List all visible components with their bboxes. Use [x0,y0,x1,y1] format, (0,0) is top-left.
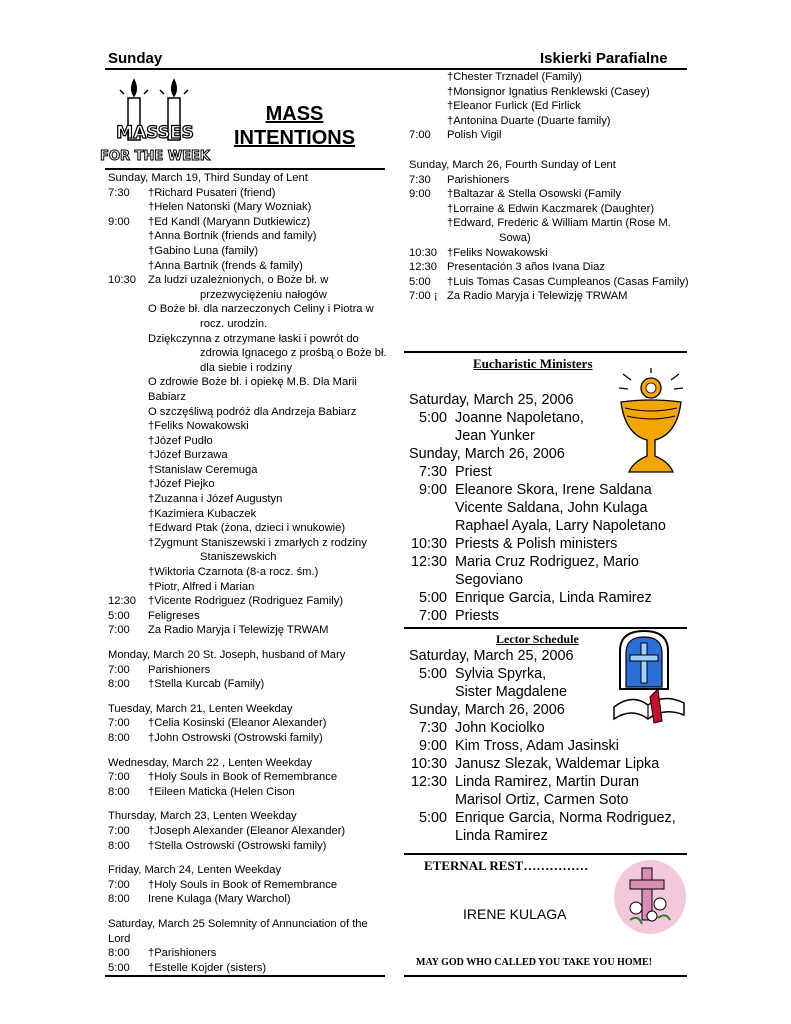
schedule-names: Vicente Saldana, John Kulaga [455,500,648,516]
mass-intention: Sowa) [499,231,531,244]
schedule-row [409,535,689,553]
schedule-date-heading: Saturday, March 25, 2006 [409,648,574,664]
mass-row [108,770,393,785]
schedule-date-heading: Sunday, March 26, 2006 [409,702,565,718]
mass-time [108,492,148,507]
schedule-names: Enrique Garcia, Norma Rodriguez, [455,810,676,826]
mass-time: 7:00 [108,663,130,676]
mass-row [409,173,689,188]
mass-row [108,731,393,746]
schedule-row [409,683,689,701]
mass-intention: Dziękczynna z otrzymane łaski i powrót do [148,332,359,345]
mass-time [108,302,148,317]
header-left: Sunday [108,50,163,67]
mass-intention: †Edward, Frederic & William Martin (Rose M. [447,217,671,230]
mass-intention: †Piotr, Alfred i Marian [148,580,255,593]
mass-row [409,99,689,114]
mass-time: 8:00 [108,947,130,960]
schedule-row [409,463,689,481]
mass-row [108,405,393,420]
schedule-names: Linda Ramirez [455,828,548,844]
schedule-row [409,409,689,427]
mass-intention: †Feliks Nowakowski [447,246,548,259]
mass-row [108,463,393,478]
mass-time: 8:00 [108,839,130,852]
schedule-time: 5:00 [418,810,447,826]
mass-title-line1: MASS [265,103,324,125]
schedule-row [409,481,689,499]
schedule-time [409,791,455,809]
mass-row [108,594,393,609]
mass-row [108,375,393,404]
eternal-name: IRENE KULAGA [463,906,567,922]
mass-intention: †Edward Ptak (żona, dzieci i wnukowie) [148,522,346,535]
mass-intention: †Wiktoria Czarnota (8-a rocz. śm.) [148,566,319,579]
mass-intention: †Chester Trznadel (Family) [447,71,582,83]
mass-intention: Za Radio Maryja i Telewizję TRWAM [148,624,329,637]
mass-intention: †Kazimiera Kubaczek [148,507,257,520]
eucharistic-title: Eucharistic Ministers [473,356,593,371]
mass-time [108,536,148,551]
mass-time [108,244,148,259]
mass-intention: †Zygmunt Staniszewski i zmarłych z rodziny [148,536,367,549]
mass-time: 9:00 [409,188,431,201]
mass-row [108,839,393,854]
right-sunday-list [409,158,689,304]
mass-intention: †Luis Tomas Casas Cumpleanos (Casas Family) [447,275,689,288]
schedule-row [409,809,689,827]
mass-time [409,231,447,246]
mass-intention: †Józef Piejko [148,478,215,491]
schedule-row [409,427,689,445]
schedule-time: 10:30 [410,536,447,552]
mass-intention: †John Ostrowski (Ostrowski family) [148,731,323,744]
day-heading: Thursday, March 23, Lenten Weekday [108,810,297,823]
mass-time [108,580,148,595]
mass-time: 7:30 [409,173,431,186]
left-bottom-rule [105,975,385,977]
mass-row [409,260,689,275]
mass-time: 7:00 [108,824,130,837]
mass-intention: przezwyciężeniu nałogów [200,288,327,301]
mass-title-line2: INTENTIONS [233,127,356,149]
mass-time [409,202,447,217]
schedule-row [409,665,689,683]
schedule-names: Linda Ramirez, Martin Duran [455,774,639,790]
schedule-row [409,517,689,535]
mass-intention: zdrowia Ignacego z prośbą o Boże bł. [200,347,387,360]
schedule-time [409,827,455,845]
eternal-title: ETERNAL REST…………… [424,858,589,873]
eternal-closing: MAY GOD WHO CALLED YOU TAKE YOU HOME! [416,957,653,968]
mass-row [108,492,393,507]
mass-row [108,536,393,551]
mass-time [108,317,148,332]
mass-intention: Za Radio Maryja i Telewizję TRWAM [447,290,628,303]
candles-icon [100,76,210,168]
mass-time: 9:00 [108,215,130,228]
schedule-row [409,589,689,607]
mass-time: 8:00 [108,893,130,906]
schedule-time: 5:00 [418,666,447,682]
schedule-names: Kim Tross, Adam Jasinski [455,738,619,754]
schedule-time [409,427,455,445]
mass-time: 7:00 [108,771,130,784]
schedule-time: 5:00 [418,590,447,606]
mass-intention: †Baltazar & Stella Osowski (Family [447,188,622,201]
schedule-time: 7:00 [418,608,447,624]
mass-row [108,229,393,244]
left-mass-list [108,171,393,975]
mass-intention: †Holy Souls in Book of Remembrance [148,878,338,891]
mass-row [108,609,393,624]
mass-row [108,302,393,317]
mass-row [409,114,689,129]
mass-intention: Parishioners [148,663,211,676]
mass-time [108,463,148,478]
schedule-row [409,755,689,773]
schedule-names: Raphael Ayala, Larry Napoletano [455,518,666,534]
day-heading: Sunday, March 19, Third Sunday of Lent [108,172,308,184]
mass-time [409,85,447,100]
mass-time: 8:00 [108,785,130,798]
mass-intention: O Boże bł. dla narzeczonych Celiny i Piotra w [148,303,374,316]
mass-row [108,565,393,580]
mass-row [108,477,393,492]
schedule-names: Jean Yunker [455,428,535,444]
schedule-time: 9:00 [418,738,447,754]
mass-row [108,824,393,839]
schedule-names: Priests [455,608,499,624]
mass-time [108,259,148,274]
mass-row [108,434,393,449]
mass-time: 10:30 [409,246,437,259]
mass-row [409,202,689,217]
mass-time [108,361,148,376]
right-mass-list [409,70,689,143]
mass-intention: Parishioners [447,173,510,186]
mass-row [108,317,393,332]
mass-row [108,288,393,303]
schedule-time: 10:30 [410,756,447,772]
mass-row [409,246,689,261]
mass-row [409,128,689,143]
mass-row [409,289,689,304]
schedule-names: Joanne Napoletano, [455,410,584,426]
schedule-names: Sister Magdalene [455,684,567,700]
mass-row [108,419,393,434]
mass-intention: †Anna Bartnik (frends & family) [148,259,303,272]
mass-intention: †Helen Natonski (Mary Wozniak) [148,201,312,214]
day-heading: Saturday, March 25 Solemnity of Annunciation of the Lord [108,917,368,945]
mass-row [108,663,393,678]
mass-intention: Za ludzi uzależnionych, o Boże bł. w [148,274,329,287]
mass-intention: †Holy Souls in Book of Remembrance [148,771,338,784]
mass-row [108,346,393,361]
mass-row [108,550,393,565]
mass-time: 8:00 [108,731,130,744]
lector-schedule [409,647,689,845]
mass-intention: †Joseph Alexander (Eleanor Alexander) [148,824,346,837]
mass-row [108,244,393,259]
mass-time [108,507,148,522]
schedule-time [409,499,455,517]
mass-intention: dla siebie i rodziny [200,361,293,374]
mass-row [108,677,393,692]
mass-row [108,785,393,800]
right-bottom-rule [404,975,687,977]
day-heading: Monday, March 20 St. Joseph, husband of Mary [108,649,346,661]
mass-time: 12:30 [409,261,437,274]
mass-row [108,361,393,376]
mass-intention: †Celia Kosinski (Eleanor Alexander) [148,717,327,730]
mass-row [108,200,393,215]
mass-time: 7:00 [108,878,130,891]
schedule-date-heading: Sunday, March 26, 2006 [409,446,565,462]
mass-intention: †Eileen Maticka (Helen Cison [148,785,295,798]
mass-row [108,215,393,230]
schedule-time: 12:30 [410,554,447,570]
mass-intention: Staniszewskich [200,551,277,564]
schedule-names: John Kociolko [455,720,545,736]
mass-intention: †Ed Kandl (Maryann Dutkiewicz) [148,215,311,228]
mass-time [108,434,148,449]
mass-intention: rocz. urodzin. [200,317,268,330]
schedule-row [409,791,689,809]
mass-row [409,231,689,246]
mass-time: 7:30 [108,186,130,199]
mass-intention: †Parishioners [148,947,217,960]
mass-time [108,521,148,536]
mass-intention: Presentación 3 años Ivana Diaz [447,261,605,274]
schedule-time: 12:30 [410,774,447,790]
mass-intention: †Richard Pusateri (friend) [148,186,276,199]
schedule-row [409,719,689,737]
schedule-names: Priest [455,464,492,480]
mass-intention: †Stella Ostrowski (Ostrowski family) [148,839,327,852]
mass-row [108,521,393,536]
mass-row [108,580,393,595]
mass-time: 10:30 [108,274,136,287]
mass-row [108,332,393,347]
mass-time [108,288,148,303]
mass-time: 7:00 ¡ [409,290,438,303]
schedule-time: 5:00 [418,410,447,426]
mass-intention: †Antonina Duarte (Duarte family) [447,114,611,127]
mass-intention: Irene Kulaga (Mary Warchol) [148,893,291,906]
eucharistic-rule [404,351,687,353]
mass-time: 5:00 [108,609,130,622]
lector-title: Lector Schedule [496,632,579,646]
masses-logo-word1: MASSES [116,123,194,143]
mass-time [108,550,148,565]
mass-intention: O zdrowie Boże bł. i opiekę M.B. Dla Marii Babiarz [148,376,357,403]
mass-row [108,623,393,638]
mass-time [409,216,447,231]
mass-time [409,70,447,85]
mass-intention: †Stella Kurcab (Family) [148,678,265,691]
mass-intention: Feligreses [148,609,200,622]
mass-time: 7:00 [108,717,130,730]
mass-time [409,114,447,129]
mass-row [108,716,393,731]
schedule-time [409,517,455,535]
schedule-row [409,553,689,589]
mass-row [409,275,689,290]
schedule-names: Maria Cruz Rodriguez, Mario Segoviano [455,554,639,588]
mass-row [409,85,689,100]
day-heading: Friday, March 24, Lenten Weekday [108,864,282,877]
mass-intention: †Stanislaw Ceremuga [148,463,258,476]
schedule-time [409,683,455,701]
mass-intention: †Józef Burzawa [148,449,228,462]
masses-logo-word2: FOR THE WEEK [100,149,210,164]
mass-intention: †Estelle Kojder (sisters) [148,961,267,974]
schedule-row [409,827,689,845]
schedule-row [409,607,689,625]
schedule-names: Eleanore Skora, Irene Saldana [455,482,652,498]
mass-row [108,507,393,522]
mass-time: 8:00 [108,678,130,691]
mass-intention: †Monsignor Ignatius Renklewski (Casey) [447,85,650,98]
mass-intention: †Gabino Luna (family) [148,244,259,257]
mass-time: 5:00 [409,275,431,288]
mass-row [108,186,393,201]
mass-time [108,332,148,347]
mass-time [108,419,148,434]
mass-time: 7:00 [108,624,130,637]
schedule-date-heading: Saturday, March 25, 2006 [409,392,574,408]
schedule-names: Marisol Ortiz, Carmen Soto [455,792,629,808]
mass-row [108,961,393,976]
mass-time: 7:00 [409,129,431,142]
mass-time [108,200,148,215]
schedule-names: Janusz Slezak, Waldemar Lipka [455,756,660,772]
eternal-rule [404,853,687,855]
mass-time: 12:30 [108,595,136,608]
mass-row [108,892,393,907]
day-heading: Sunday, March 26, Fourth Sunday of Lent [409,159,616,171]
mass-intention: †Feliks Nowakowski [148,420,249,433]
mass-row [409,70,689,85]
mass-row [108,878,393,893]
mass-row [108,448,393,463]
schedule-names: Priests & Polish ministers [455,536,618,552]
schedule-names: Enrique Garcia, Linda Ramirez [455,590,652,606]
mass-row [108,273,393,288]
schedule-time: 7:30 [418,720,447,736]
schedule-time: 9:00 [418,482,447,498]
day-heading: Tuesday, March 21, Lenten Weekday [108,702,293,715]
cross-flowers-icon [612,858,688,936]
eucharistic-schedule [409,391,689,625]
mass-intention: Polish Vigil [447,129,502,142]
mass-time [108,565,148,580]
day-heading: Wednesday, March 22 , Lenten Weekday [108,756,312,769]
mass-row [108,946,393,961]
header-right: Iskierki Parafialne [540,50,668,67]
mass-time [108,477,148,492]
mass-row [409,216,689,231]
mass-intention: †Anna Bortnik (friends and family) [148,230,317,243]
mass-intention: O szczęśliwą podróż dla Andrzeja Babiarz [148,405,357,418]
mass-time [108,375,148,404]
schedule-row [409,737,689,755]
mass-time [108,346,148,361]
mass-intention: †Józef Pudło [148,434,213,447]
mass-intention: †Eleanor Furlick (Ed Firlick [447,100,581,113]
mass-row [409,187,689,202]
schedule-row [409,773,689,791]
mass-time [108,405,148,420]
mass-time [108,448,148,463]
mass-time [409,99,447,114]
mass-intention: †Vicente Rodriguez (Rodriguez Family) [148,595,344,608]
schedule-row [409,499,689,517]
mass-intention: †Zuzanna i Józef Augustyn [148,493,283,506]
mass-intention: †Lorraine & Edwin Kaczmarek (Daughter) [447,202,655,215]
schedule-time: 7:30 [418,464,447,480]
mass-time: 5:00 [108,961,130,974]
left-title-rule [105,168,385,170]
mass-row [108,259,393,274]
mass-time [108,229,148,244]
schedule-names: Sylvia Spyrka, [455,666,547,682]
